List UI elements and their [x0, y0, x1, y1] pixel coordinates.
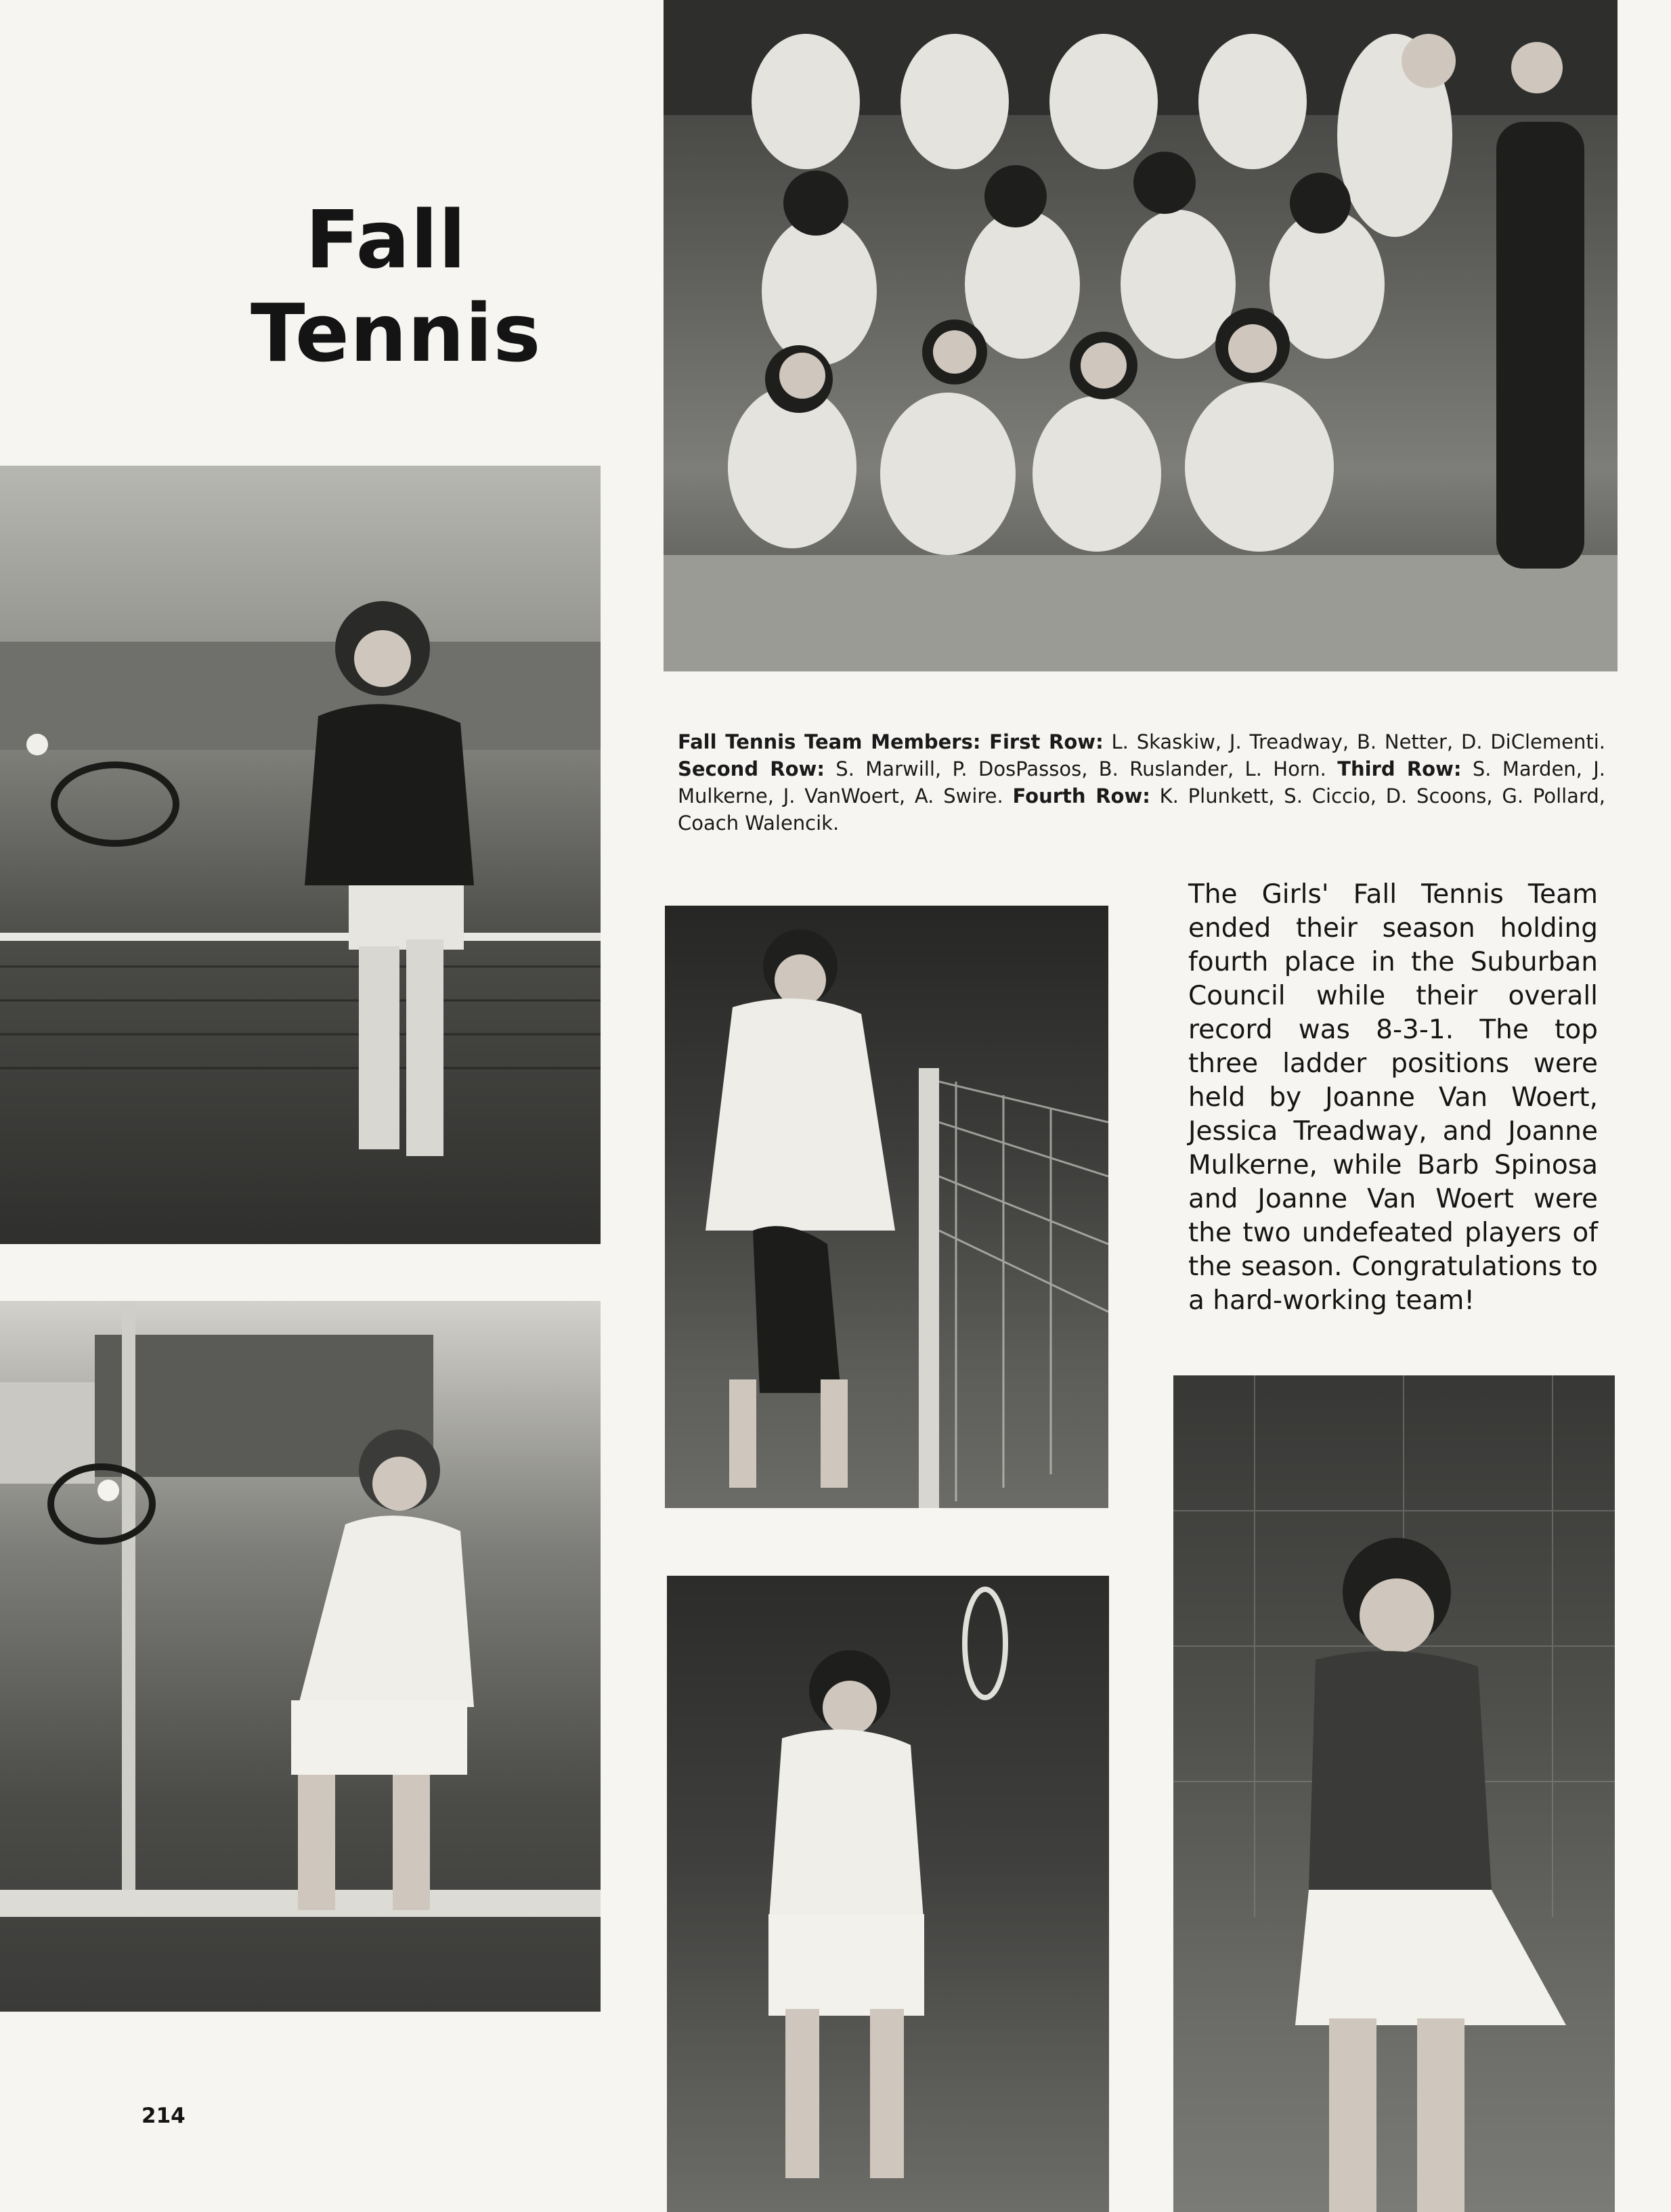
caption-names-fourth-row: K. Plunkett, S. Ciccio, D. Scoons, G. Pollard, Coach Walencik. — [678, 784, 1605, 835]
caption-label-third-row: Third Row: — [1337, 757, 1462, 780]
player-swing-photo — [1173, 1375, 1615, 2212]
team-members-caption — [678, 728, 1605, 837]
caption-names-first-row: L. Skaskiw, J. Treadway, B. Netter, D. DiClementi. — [1103, 730, 1605, 753]
caption-names-third-row: S. Marden, J. Mulkerne, J. VanWoert, A. Swire. — [678, 757, 1606, 808]
title-line-2: Tennis — [251, 286, 542, 380]
caption-label-fourth-row: Fourth Row: — [1012, 784, 1150, 808]
season-summary: The Girls' Fall Tennis Team ended their season holding fourth place in the Suburban Council while their overall record was 8-3-1. The top three ladder positions were held by Joanne Van Woert, Jessica Treadway, and Joanne Mulkerne, while Barb Spinosa and Joanne Van Woert were the two undefeated players of the season. Congratulations to a hard-working team! — [1188, 879, 1598, 1316]
player-forehand-photo — [0, 466, 601, 1244]
caption-label-first-row: Fall Tennis Team Members: First Row: — [678, 730, 1104, 753]
caption-label-second-row: Second Row: — [678, 757, 825, 780]
player-at-net-photo — [665, 906, 1108, 1508]
player-backhand-scene — [667, 1576, 1109, 2212]
page-title — [251, 193, 542, 380]
team-group-scene — [664, 0, 1618, 671]
player-backhand-photo — [667, 1576, 1109, 2212]
player-forehand-scene — [0, 466, 601, 1244]
player-volley-scene — [0, 1301, 601, 2012]
player-volley-photo — [0, 1301, 601, 2012]
player-swing-scene — [1173, 1375, 1615, 2212]
team-group-photo — [664, 0, 1618, 671]
caption-names-second-row: S. Marwill, P. DosPassos, B. Ruslander, L. Horn. — [824, 757, 1338, 780]
player-at-net-scene — [665, 906, 1108, 1508]
title-line-1: Fall — [305, 193, 467, 286]
page-number: 214 — [142, 2104, 186, 2128]
